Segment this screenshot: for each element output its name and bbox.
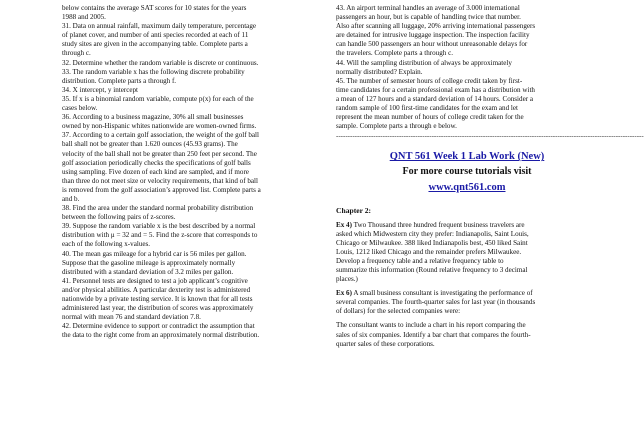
text-line: of dollars) for the selected companies were: xyxy=(336,307,461,316)
text-line: random sample of 100 first-time candidates for the exam and let xyxy=(336,104,519,113)
text-line: 39. Suppose the random variable x is the best described by a normal xyxy=(62,222,256,231)
exercise-6 xyxy=(336,289,598,316)
right-column xyxy=(336,4,644,349)
left-column-text xyxy=(62,4,322,340)
text-line: are detained for intrusive luggage inspection. The inspection facility xyxy=(336,31,530,40)
chapter-heading: Chapter 2: xyxy=(336,206,372,216)
text-line: using sampling. Five dozen of each kind are sampled, and if more xyxy=(62,167,249,176)
text-line: than three do not meet size or velocity requirements, that kind of ball xyxy=(62,176,259,185)
exercise-4-text xyxy=(336,221,529,284)
text-line: owned by non-Hispanic whites nationwide are women-owned firms. xyxy=(62,122,257,131)
text-line: and b. xyxy=(62,194,80,203)
exercise-6-label: Ex 6) xyxy=(336,289,352,298)
text-line: golf association periodically checks the specifications of golf balls xyxy=(62,158,251,167)
text-line: 33. The random variable x has the following discrete probability xyxy=(62,67,245,76)
text-line: Chicago or Milwaukee. 388 liked Indianapolis best, 450 liked Saint xyxy=(336,238,528,247)
text-line: represent the mean number of hours of college credit taken for the xyxy=(336,113,524,122)
text-line: 41. Personnel tests are designed to test a job applicant’s cognitive xyxy=(62,276,248,285)
separator-line: ------------------------------------------------------------------------------------------------------------------------------------ xyxy=(336,132,644,141)
text-line: normally distributed? Explain. xyxy=(336,67,423,76)
text-line: of planet cover, and number of anti species recorded at each of 11 xyxy=(62,31,249,40)
text-line: 31. Data on annual rainfall, maximum daily temperature, percentage xyxy=(62,22,257,31)
text-line: 38. Find the area under the standard normal probability distribution xyxy=(62,204,254,213)
course-title-link[interactable]: QNT 561 Week 1 Lab Work (New) xyxy=(389,151,545,163)
exercise-4 xyxy=(336,221,598,285)
text-line: 36. According to a business magazine, 30% all small businesses xyxy=(62,113,244,122)
text-line: 44. Will the sampling distribution of always be approximately xyxy=(336,58,512,67)
exercise-6-text xyxy=(336,289,535,315)
text-line: distribution with μ = 32 and = 5. Find the z-score that corresponds to xyxy=(62,231,258,240)
text-line: summarize this information (Round relative frequency to 3 decimal xyxy=(336,265,528,274)
text-line: a mean of 127 hours and a standard deviation of 14 hours. Consider a xyxy=(336,94,534,103)
text-line: 43. An airport terminal handles an average of 3.000 international xyxy=(336,4,520,12)
text-line: Suppose that the gasoline mileage is approximately normally xyxy=(62,258,236,267)
text-line: nationwide by a private testing service. It is known that for all tests xyxy=(62,295,253,303)
website-link[interactable]: www.qnt561.com xyxy=(428,182,506,194)
text-line: Two Thousand three hundred frequent business travelers are xyxy=(351,220,525,229)
exercise-4-label: Ex 4) xyxy=(336,220,352,229)
text-line: 45. The number of semester hours of college credit taken by first- xyxy=(336,76,523,85)
text-line: the data to the right come from an approximately normal distribution. xyxy=(62,331,260,340)
text-line: quarter sales of these corporations. xyxy=(336,339,435,348)
text-line: A small business consultant is investigating the performance of xyxy=(351,289,533,298)
right-column-text xyxy=(336,4,598,131)
text-line: asked which Midwestern city they prefer: Indianapolis, Saint Louis, xyxy=(336,229,529,238)
text-line: the travelers. Complete parts a through c. xyxy=(336,49,454,58)
text-line: 37. According to a certain golf association, the weight of the golf ball xyxy=(62,131,259,140)
text-line: study sites are given in the accompanying table. Complete parts a xyxy=(62,40,248,49)
text-line: The consultant wants to include a chart in his report comparing the xyxy=(336,321,526,330)
text-line: can handle 500 passengers an hour without unreasonable delays for xyxy=(336,40,528,49)
text-line: between the following pairs of z-scores. xyxy=(62,213,176,222)
text-line: distributed with a standard deviation of 3.2 miles per gallon. xyxy=(62,267,234,276)
text-line: places.) xyxy=(336,275,358,284)
text-line: each of the following x-values. xyxy=(62,240,151,249)
text-line: cases below. xyxy=(62,104,98,113)
text-line: administered last year, the distribution of scores was approximately xyxy=(62,304,254,313)
text-line: Louis, 1212 liked Chicago and the remainder prefers Milwaukee. xyxy=(336,247,522,256)
text-line: several companies. The fourth-quarter sales for last year (in thousands xyxy=(336,298,536,307)
text-line: distribution. Complete parts a through f. xyxy=(62,76,177,85)
text-line: 1988 and 2005. xyxy=(62,13,106,22)
text-line: through c. xyxy=(62,49,91,58)
text-line: normal with mean 76 and standard deviation 7.8. xyxy=(62,313,201,322)
text-line: Develop a frequency table and a relative frequency table to xyxy=(336,256,504,265)
course-subtitle: For more course tutorials visit xyxy=(402,166,532,178)
text-line: 34. X intercept, y intercept xyxy=(62,85,139,94)
text-line: sales of six companies. Identify a bar chart that compares the fourth- xyxy=(336,330,531,339)
text-line: below contains the average SAT scores for 10 states for the years xyxy=(62,4,247,12)
text-line: 40. The mean gas mileage for a hybrid car is 56 miles per gallon. xyxy=(62,249,247,258)
text-line: Also after scanning all luggage, 20% arriving international passengers xyxy=(336,22,536,31)
closing-paragraph xyxy=(336,321,598,348)
text-line: is removed from the golf association’s approved list. Complete parts a xyxy=(62,185,261,194)
text-line: 35. If x is a binomial random variable, compute p(x) for each of the xyxy=(62,94,254,103)
left-column xyxy=(62,4,322,340)
text-line: and/or physical abilities. A particular dexterity test is administered xyxy=(62,285,251,294)
text-line: ball shall not be greater than 1.620 ounces (45.93 grams). The xyxy=(62,140,238,149)
text-line: sample. Complete parts a through e below. xyxy=(336,122,457,131)
text-line: 32. Determine whether the random variable is discrete or continuous. xyxy=(62,58,259,67)
text-line: passengers an hour, but is capable of handling twice that number. xyxy=(336,13,521,22)
text-line: 42. Determine evidence to support or contradict the assumption that xyxy=(62,322,255,331)
text-line: time candidates for a certain professional exam has a distribution with xyxy=(336,85,535,94)
text-line: velocity of the ball shall not be greater than 250 feet per second. The xyxy=(62,149,257,158)
